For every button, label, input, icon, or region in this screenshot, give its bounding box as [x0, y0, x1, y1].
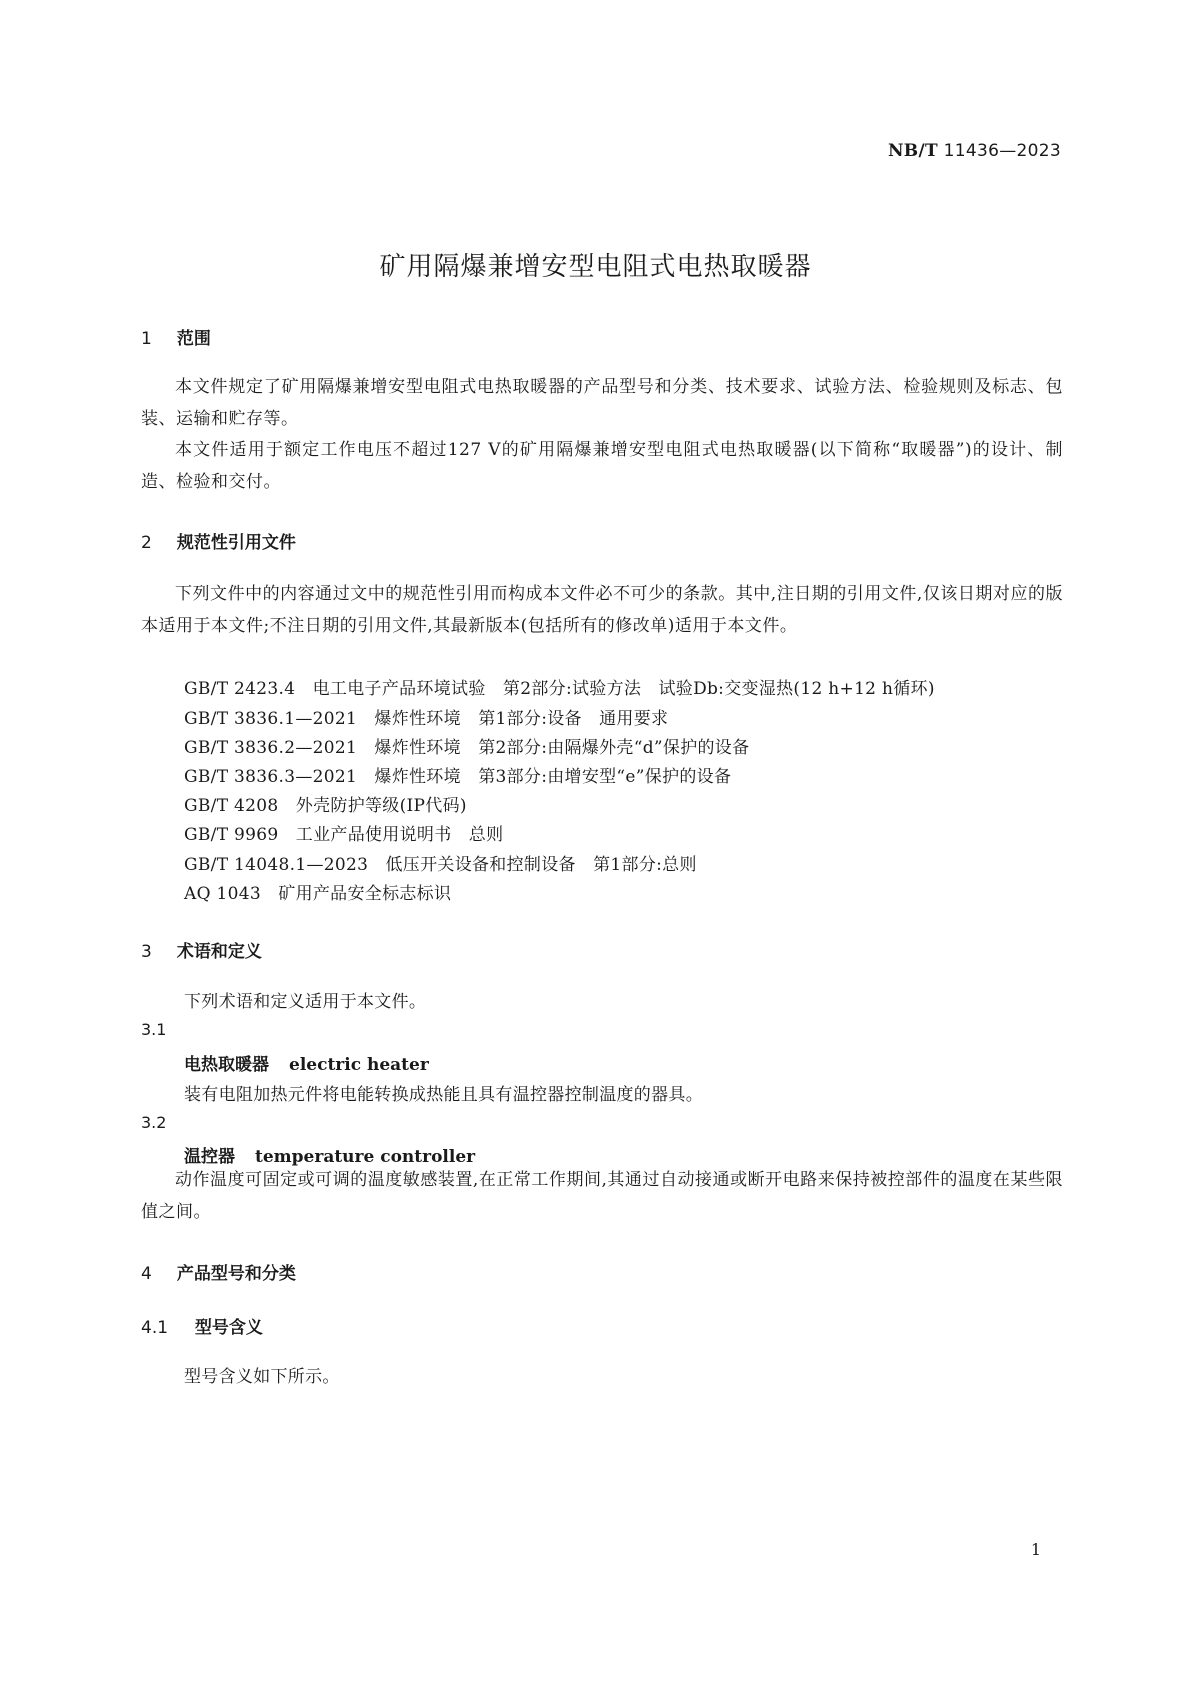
reference-item: GB/T 3836.3—2021 爆炸性环境 第3部分:由增安型“e”保护的设备	[184, 767, 732, 787]
reference-item: GB/T 3836.1—2021 爆炸性环境 第1部分:设备 通用要求	[184, 709, 669, 729]
section-2-heading	[141, 528, 296, 553]
term-chinese: 电热取暖器	[184, 1055, 269, 1075]
page-number: 1	[1030, 1540, 1041, 1559]
term-english: electric heater	[289, 1055, 429, 1075]
reference-item: GB/T 4208 外壳防护等级(IP代码)	[184, 796, 467, 816]
section-1-heading	[141, 324, 211, 349]
document-title: 矿用隔爆兼增安型电阻式电热取暖器	[379, 252, 812, 282]
section-number: 4.1	[141, 1318, 169, 1338]
term-number: 3.1	[141, 1020, 167, 1039]
section-title: 型号含义	[194, 1318, 263, 1338]
section-4-1-heading	[141, 1313, 263, 1338]
section-number: 1	[141, 329, 152, 349]
section-title: 范围	[176, 329, 211, 349]
reference-item: GB/T 9969 工业产品使用说明书 总则	[184, 825, 504, 845]
term-heading	[184, 1050, 429, 1075]
term-definition: 装有电阻加热元件将电能转换成热能且具有温控器控制温度的器具。	[184, 1085, 703, 1105]
reference-item: GB/T 2423.4 电工电子产品环境试验 第2部分:试验方法 试验Db:交变湿热(12 h+12 h循环)	[184, 679, 935, 699]
standard-code-number: 11436—2023	[943, 141, 1061, 161]
scope-paragraph-2: 本文件适用于额定工作电压不超过127 V的矿用隔爆兼增安型电阻式电热取暖器(以下简称“取暖器”)的设计、制造、检验和交付。	[141, 440, 1063, 492]
section-title: 规范性引用文件	[176, 533, 296, 553]
section-4-heading	[141, 1259, 296, 1284]
term-english: temperature controller	[255, 1147, 476, 1167]
reference-item: AQ 1043 矿用产品安全标志标识	[184, 884, 452, 904]
reference-item: GB/T 3836.2—2021 爆炸性环境 第2部分:由隔爆外壳“d”保护的设备	[184, 738, 750, 758]
section-number: 3	[141, 942, 152, 962]
section-title: 产品型号和分类	[176, 1264, 296, 1284]
standard-code	[888, 141, 1061, 161]
model-meaning-text: 型号含义如下所示。	[184, 1367, 340, 1387]
section-number: 4	[141, 1264, 152, 1284]
term-chinese: 温控器	[184, 1147, 235, 1167]
term-definition: 动作温度可固定或可调的温度敏感装置,在正常工作期间,其通过自动接通或断开电路来保持被控部件的温度在某些限值之间。	[141, 1170, 1063, 1222]
reference-item: GB/T 14048.1—2023 低压开关设备和控制设备 第1部分:总则	[184, 855, 697, 875]
section-number: 2	[141, 533, 152, 553]
section-title: 术语和定义	[176, 942, 262, 962]
scope-paragraph-1: 本文件规定了矿用隔爆兼增安型电阻式电热取暖器的产品型号和分类、技术要求、试验方法、检验规则及标志、包装、运输和贮存等。	[141, 377, 1063, 429]
standard-code-prefix: NB/T	[887, 141, 938, 161]
section-3-heading	[141, 937, 262, 962]
references-intro: 下列文件中的内容通过文中的规范性引用而构成本文件必不可少的条款。其中,注日期的引用文件,仅该日期对应的版本适用于本文件;不注日期的引用文件,其最新版本(包括所有的修改单)适用于本文件。	[141, 584, 1063, 636]
term-heading	[184, 1142, 475, 1167]
term-number: 3.2	[141, 1113, 167, 1132]
terms-intro: 下列术语和定义适用于本文件。	[184, 992, 427, 1012]
